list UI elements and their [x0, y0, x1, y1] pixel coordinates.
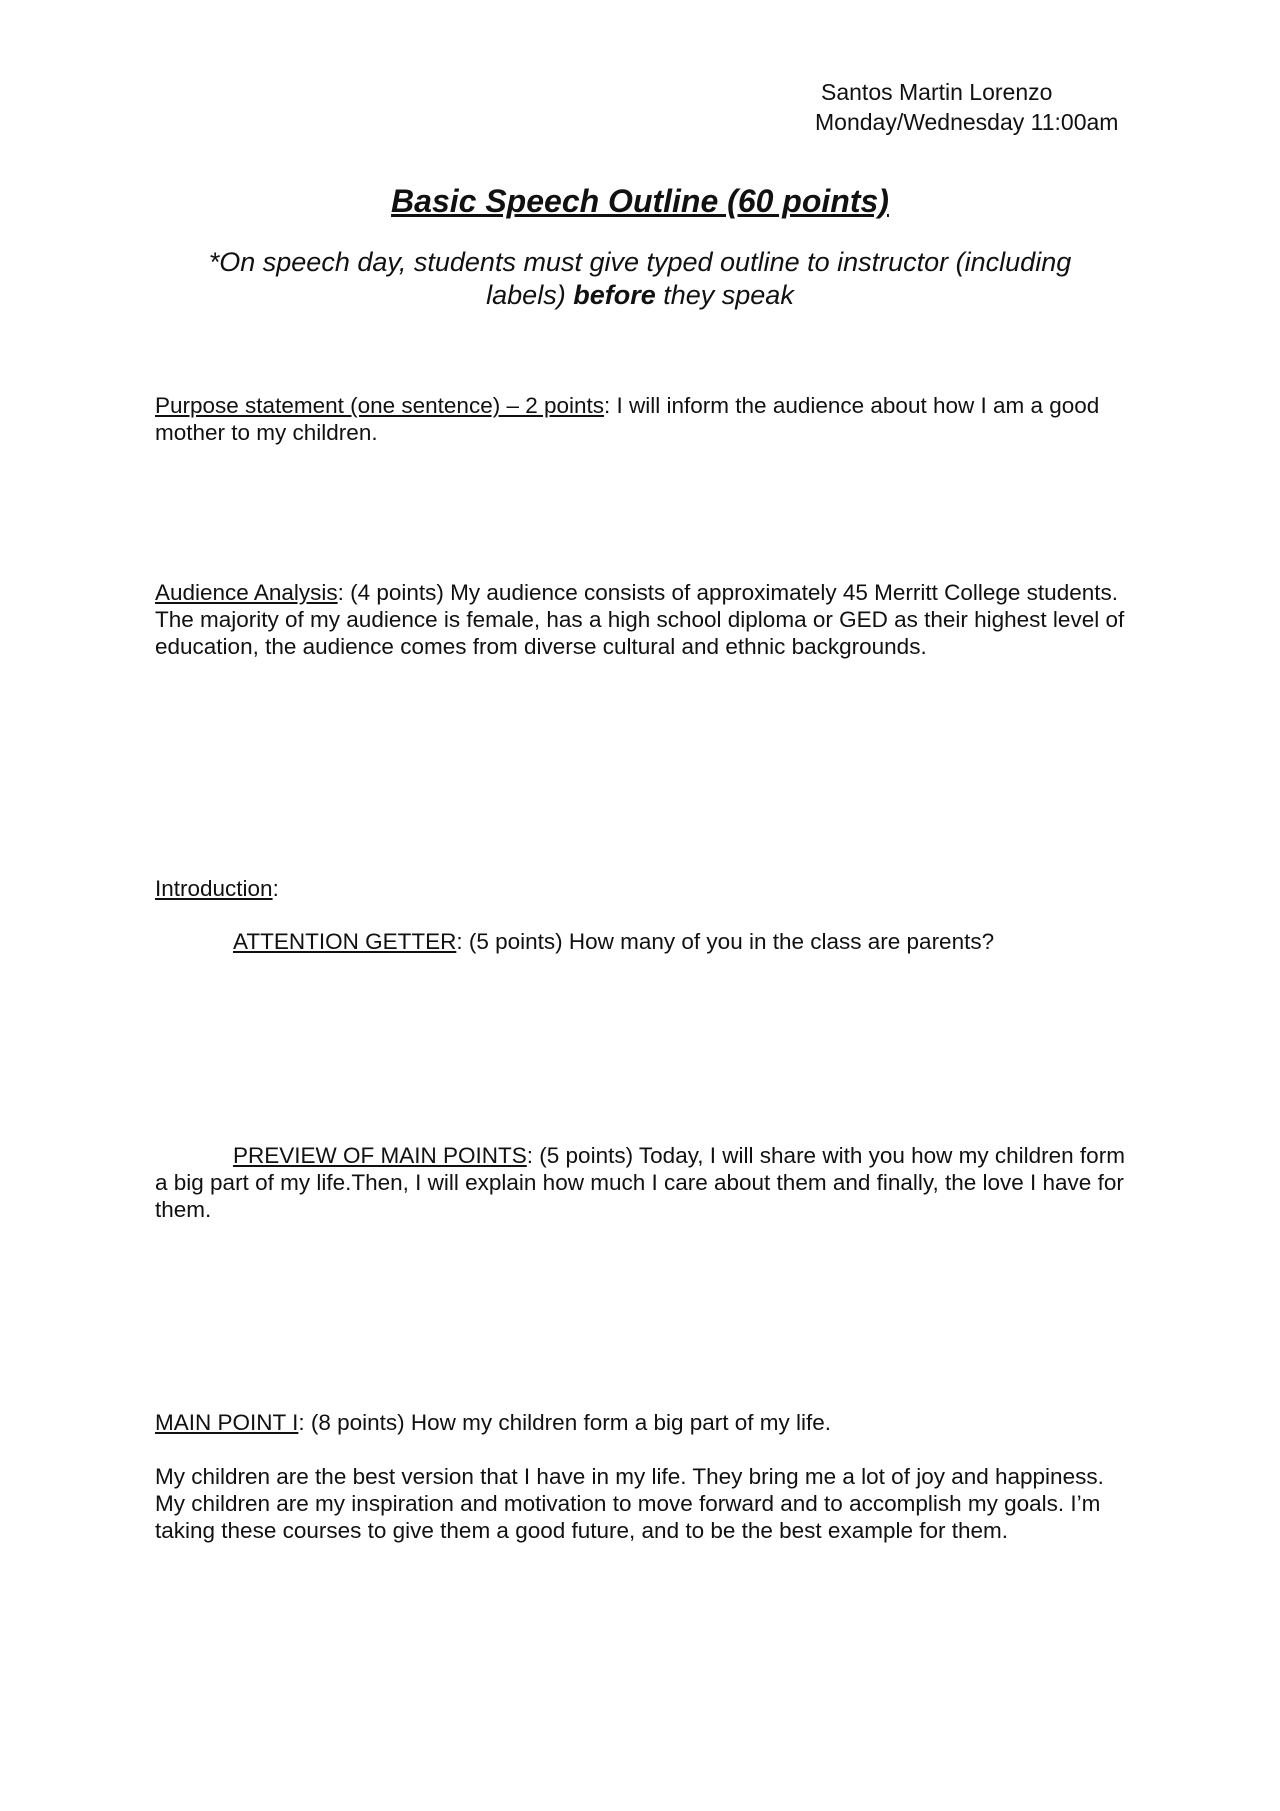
main-point-1-label: MAIN POINT I	[155, 1410, 299, 1435]
introduction-heading	[155, 875, 1135, 902]
subtitle-text-2: they speak	[655, 280, 794, 310]
audience-analysis	[155, 579, 1135, 660]
audience-label: Audience Analysis	[155, 580, 338, 605]
preview-label: PREVIEW OF MAIN POINTS	[233, 1143, 527, 1168]
subtitle-instruction	[180, 246, 1100, 312]
subtitle-bold: before	[573, 280, 656, 310]
introduction-suffix: :	[272, 876, 279, 901]
preview-text: : (5 points) Today, I will share with you how my children form a big part of my life.Then, I will explain how much I care about them and finally, the love I have for them.	[155, 1143, 1125, 1222]
introduction-label: Introduction	[155, 876, 273, 901]
audience-text: : (4 points) My audience consists of approximately 45 Merritt College students. The majority of my audience is female, has a high school diploma or GED as their highest level of education, the audience comes from diverse cultural and ethnic backgrounds.	[155, 580, 1125, 659]
attention-text: : (5 points) How many of you in the class are parents?	[456, 929, 995, 954]
preview-main-points	[155, 1142, 1135, 1223]
attention-getter	[155, 928, 1213, 955]
page-title-text: Basic Speech Outline (60 points)	[391, 183, 889, 219]
student-name: Santos Martin Lorenzo	[821, 79, 1053, 105]
purpose-label: Purpose statement (one sentence) – 2 points	[155, 393, 605, 418]
attention-label: ATTENTION GETTER	[233, 929, 457, 954]
purpose-text: : I will inform the audience about how I am a good mother to my children.	[155, 393, 1100, 445]
main-point-1-heading	[155, 1409, 1135, 1436]
subtitle-text-1: *On speech day, students must give typed outline to instructor (including labels)	[208, 247, 1072, 310]
page-title	[0, 181, 1280, 221]
main-point-1-body: My children are the best version that I have in my life. They bring me a lot of joy and happiness. My children are my inspiration and motivation to move forward and to accomplish my goals. I’m taking these courses to give them a good future, and to be the best example for them.	[155, 1464, 1104, 1543]
class-schedule: Monday/Wednesday 11:00am	[815, 109, 1119, 135]
purpose-statement	[155, 392, 1135, 446]
main-point-1-text: : (8 points) How my children form a big part of my life.	[298, 1410, 832, 1435]
